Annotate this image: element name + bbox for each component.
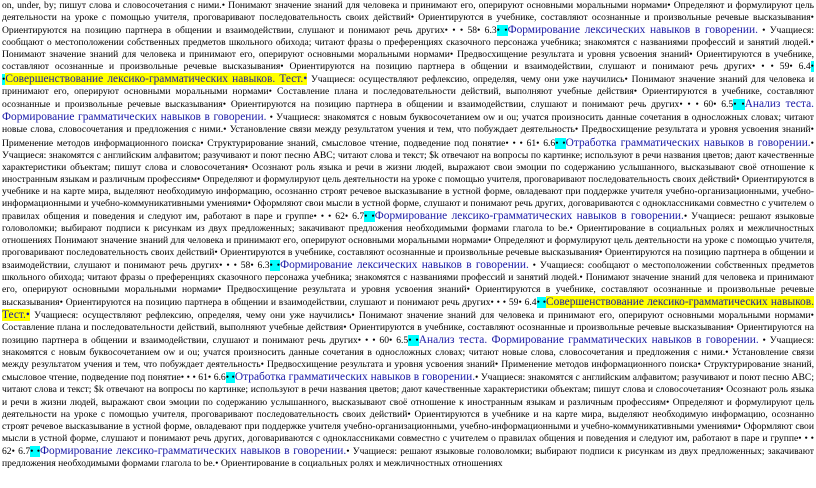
lesson-topic-heading: Формирование лексических навыков в говорении. (280, 258, 529, 271)
cyan-highlight-marker: • • (496, 25, 508, 37)
body-text: • Учащиеся: знакомятся с новым буквосочетанием ow и ou; учатся произносить данные сочетания в односложных словах; читают новые слова, словосочетания и предложения с ними.• Установление связи между результатом учения и тем, что побуждает деятельность• Предвосхищение результата и уровня усвоения знаний• Применение методов информационного поиска• Структурирование знаний, смысловое чтение, подведение под понятие• • • 61• 6.6 (2, 112, 815, 149)
lesson-topic-heading: Отработка грамматических навыков в говорении. (234, 371, 476, 384)
cyan-highlight-marker: • • (30, 445, 41, 457)
cyan-highlight-marker: • • (555, 137, 566, 149)
body-text: Учащиеся: осуществляют рефлексию, определяя, чему они уже научились• Понимают значение знаний для человека и принимают его, оперируют основными моральными нормами• Составление плана и последовательности действий, выполняют учебные действия• Ориентируются в учебнике, составляют осознанные и произвольные речевые высказывания• Ориентируются на позицию партнера в общении и взаимодействии, слушают и понимают речь других• • • 60• 6.5 (2, 310, 814, 347)
lesson-topic-heading: Отработка грамматических навыков в говорении. (565, 136, 811, 149)
cyan-highlight-marker: • • (536, 297, 547, 309)
cyan-highlight-marker: • • (2, 61, 814, 86)
body-text: • Учащиеся: знакомятся с английским алфавитом; разучивают и поют песню ABC; читают слова и текст; $k отвечают на вопросы по картинке; используют в речи названия цветов; дают качественные характеристики объектам; пишут слова и словосочетания• Осознают роль языка и речи в жизни людей, выражают свои эмоции по содержанию услышанного, высказывают своё отношение к иностранным языкам и различным профессиям• Определяют и формулируют цель деятельности на уроке с помощью учителя, проговаривают последовательность своих действий• Ориентируются в учебнике и на карте мира, выделяют необходимую информацию, осознанно строят речевое высказывание в устной форме, овладевают при поддержке учителя учебно-организационными, учебно-информационными и учебно-коммуникативными умениями• Оформляют свои мысли в устной форме, слушают и понимают речь других, договариваются с одноклассниками совместно с учителем о правилах общения и поведения и следуют им, работают в паре и группе• • • 62• 6.7 (2, 372, 814, 457)
cyan-highlight-marker: • • (364, 210, 375, 222)
body-text: • Учащиеся: знакомятся с английским алфавитом; разучивают и поют песню ABC; читают слова и текст; $k отвечают на вопросы по картинке; используют в речи названия цветов; дают качественные характеристики объектам; пишут слова и словосочетания• Осознают роль языка и речи в жизни людей, выражают свои эмоции по содержанию услышанного, высказывают своё отношение к иностранным языкам и различным профессиям• Определяют и формулируют цель деятельности на уроке с помощью учителя, проговаривают последовательность своих действий• Ориентируются в учебнике и на карте мира, выделяют необходимую информацию, осознанно строят речевое высказывание в устной форме, овладевают при поддержке учителя учебно-организационными, учебно-информационными и учебно-коммуникативными умениями• Оформляют свои мысли в устной форме, слушают и понимают речь других, договариваются с одноклассниками совместно с учителем о правилах общения и поведения и следуют им, работают в паре и группе• • • 62• 6.7 (2, 137, 814, 222)
cyan-highlight-marker: • • (225, 372, 235, 384)
body-text: Учащиеся: осуществляют рефлексию, определяя, чему они уже научились• Понимают значение знаний для человека и принимают его, оперируют основными моральными нормами• Составление плана и последовательности действий, выполняют учебные действия• Ориентируются в учебнике, составляют осознанные и произвольные речевые высказывания• Ориентируются на позицию партнера в общении и взаимодействии, слушают и понимают речь других• • • 60• 6.5 (2, 74, 814, 111)
body-text: on, under, by; пишут слова и словосочетания с ними.• Понимают значение знаний для человека и принимают его, оперируют основными моральными нормами• Определяют и формулируют цель деятельности на уроке с помощью учителя, проговаривают последовательность своих действий• Ориентируются в учебнике, составляют осознанные и произвольные речевые высказывания• Ориентируются на позицию партнера в общении и взаимодействии, слушают и понимают речь других• • • 58• 6.3 (2, 0, 814, 37)
body-text: • Учащиеся: решают языковые головоломки; выбирают подписи к рисункам из двух предложенных; закачивают предложения необходимыми формами глагола to be.• Ориентирование в социальных ролях и межличностных отношениях (2, 445, 814, 469)
lesson-topic-heading: Формирование лексико-грамматических навыков в говорении. (374, 209, 684, 222)
highlighted-lesson-topic: Совершенствование лексико-грамматических навыков. Тест.• (2, 296, 814, 322)
body-text: • Учащиеся: сообщают о местоположении собственных предметов школьного обихода; читают фразы о преференциях сказочного персонажа учебника; знакомятся с названиями профессий и занятий людей.• Понимают значение знаний для человека и принимают его, оперируют основными моральными нормами• Предвосхищение результата и уровня усвоения знаний• Ориентируются в учебнике, составляют осознанные и произвольные речевые высказывания• Ориентируются на позицию партнера в общении и взаимодействии, слушают и понимают речь других• • • 59• 6.4 (2, 25, 814, 73)
cyan-highlight-marker: • • (733, 99, 745, 111)
cyan-highlight-marker: • • (269, 259, 281, 271)
cyan-highlight-marker: • • (408, 335, 419, 347)
body-text: • Учащиеся: сообщают о местоположении собственных предметов школьного обихода; читают фразы о преференциях сказочного персонажа учебника; знакомятся с названиями профессий и занятий людей.• Понимают значение знаний для человека и принимают его, оперируют основными моральными нормами• Предвосхищение результата и уровня усвоения знаний• Ориентируются в учебнике, составляют осознанные и произвольные речевые высказывания• Ориентируются на позицию партнера в общении и взаимодействии, слушают и понимают речь других• • • 59• 6.4 (2, 259, 814, 309)
body-text: • Учащиеся: знакомятся с новым буквосочетанием ow и ou; учатся произносить данные сочетания в односложных словах; читают новые слова, словосочетания и предложения с ними.• Установление связи между результатом учения и тем, что побуждает деятельность• Предвосхищение результата и уровня усвоения знаний• Применение методов информационного поиска• Структурирование знаний, смысловое чтение, подведение под понятие• • • 61• 6.6 (2, 335, 814, 384)
body-text: • Учащиеся: решают языковые головоломки; выбирают подписи к рисункам из двух предложенных; закачивают предложения необходимыми формами глагола to be.• Ориентирование в социальных ролях и межличностных отношениях Понимают значение знаний для человека и принимают его, оперируют основными моральными нормами• Определяют и формулируют цель деятельности на уроке с помощью учителя, проговаривают последовательность своих действий• Ориентируются в учебнике, составляют осознанные и произвольные речевые высказывания• Ориентируются на позицию партнера в общении и взаимодействии, слушают и понимают речь других• • • 58• 6.3 (2, 210, 814, 271)
lesson-topic-heading: Анализ теста. Формирование грамматических навыков в говорении. (2, 98, 814, 124)
highlighted-lesson-topic: Совершенствование лексико-грамматических навыков. Тест.• (5, 73, 308, 86)
document-body (2, 0, 814, 470)
lesson-topic-heading: Формирование лексико-грамматических навыков в говорении. (40, 444, 347, 457)
lesson-topic-heading: Анализ теста. Формирование грамматических навыков в говорении. (418, 334, 759, 347)
lesson-topic-heading: Формирование лексических навыков в говорении. (507, 24, 758, 37)
